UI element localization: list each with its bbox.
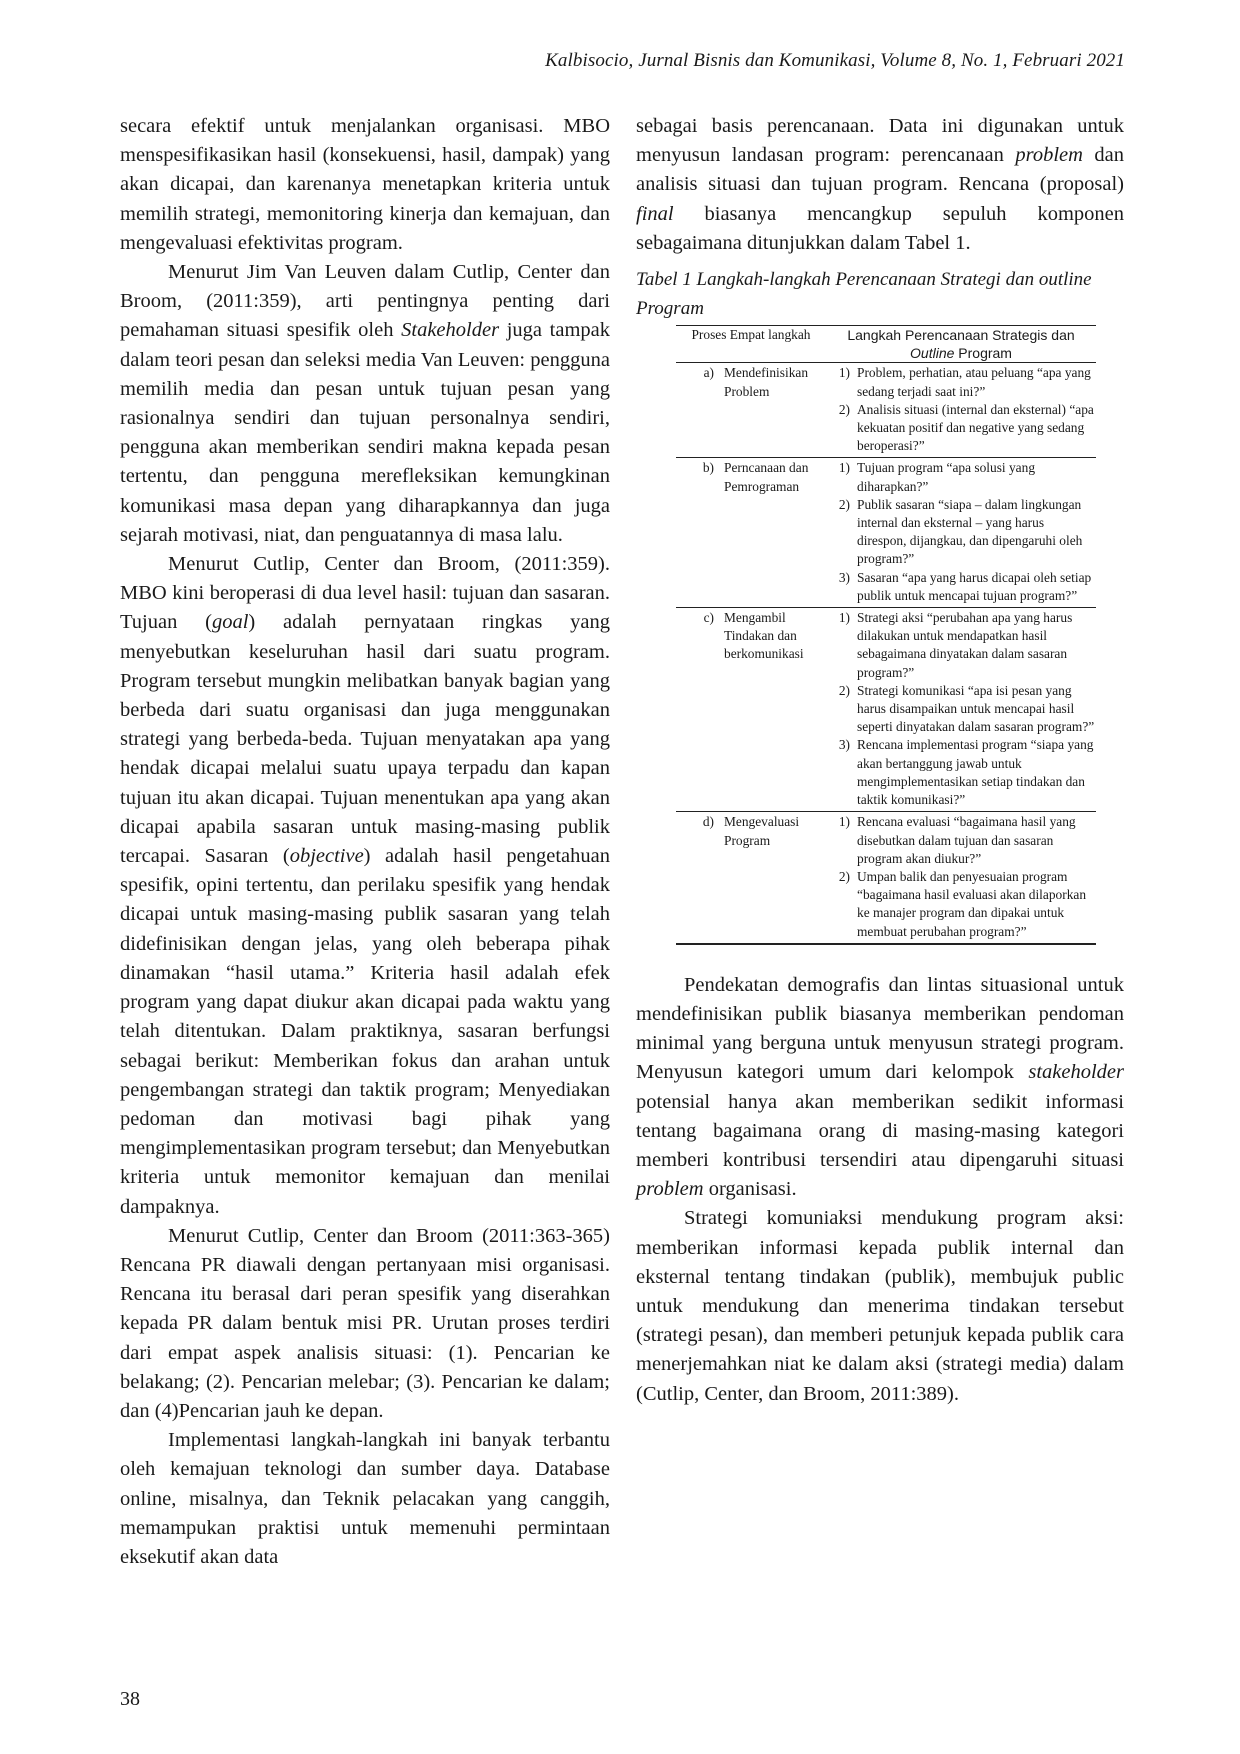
step-item [826, 401, 1096, 456]
step-item [826, 736, 1096, 809]
process-cell [676, 812, 826, 944]
step-number: 2) [838, 868, 850, 884]
step-text: Rencana implementasi program “siapa yang akan bertanggung jawab untuk mengimplementasikan setiap tindakan dan taktik komunikasi?” [857, 737, 1094, 808]
planning-table [676, 325, 1096, 945]
column-header-process: Proses Empat langkah [691, 327, 811, 343]
steps-cell [826, 458, 1096, 608]
step-number: 2) [838, 401, 850, 417]
paragraph: Implementasi langkah-langkah ini banyak terbantu oleh kemajuan teknologi dan sumber daya. Database online, misalnya, dan Teknik pelacakan yang canggih, memampukan praktisi untuk memenuhi permintaan eksekutif akan data [120, 1429, 610, 1568]
left-column [120, 112, 610, 1572]
right-column [636, 112, 1124, 1409]
process-cell [676, 458, 826, 608]
step-text: Umpan balik dan penyesuaian program “bagaimana hasil evaluasi akan dilaporkan ke manajer program dan dipakai untuk membuat perubahan program?” [857, 868, 1087, 939]
process-letter: c) [703, 610, 714, 626]
step-item [826, 569, 1096, 605]
steps-cell [826, 608, 1096, 812]
step-text: Problem, perhatian, atau peluang “apa yang sedang terjadi saat ini?” [857, 365, 1091, 399]
paragraph: Menurut Cutlip, Center dan Broom (2011:363-365) Rencana PR diawali dengan pertanyaan misi organisasi. Rencana itu berasal dari peran spesifik yang diserahkan kepada PR dalam bentuk misi PR. Urutan proses terdiri dari empat aspek analisis situasi: (1). Pencarian ke belakang; (2). Pencarian melebar; (3). Pencarian ke dalam; dan (4)Pencarian jauh ke depan. [120, 1224, 610, 1422]
step-text: Strategi komunikasi “apa isi pesan yang harus disampaikan untuk mencapai hasil seperti dinyatakan dalam sasaran program?” [857, 682, 1095, 735]
step-item [826, 813, 1096, 868]
table-row [676, 363, 1096, 458]
step-item [826, 496, 1096, 569]
step-text: Sasaran “apa yang harus dicapai oleh setiap publik untuk mencapai tujuan program?” [857, 569, 1092, 603]
table-caption: Tabel 1 Langkah-langkah Perencanaan Strategi dan outline Program [636, 269, 1092, 320]
step-item [826, 459, 1096, 495]
process-cell [676, 608, 826, 812]
step-number: 1) [838, 365, 850, 381]
column-header-steps: Langkah Perencanaan Strategis dan Outline Program [847, 327, 1075, 362]
step-text: Strategi aksi “perubahan apa yang harus dilakukan untuk mendapatkan hasil sebagaimana dinyatakan dalam sasaran program?” [857, 610, 1073, 680]
process-name: Mendefinisikan Problem [724, 365, 809, 399]
process-cell [676, 363, 826, 458]
step-number: 2) [838, 496, 850, 512]
step-text: Rencana evaluasi “bagaimana hasil yang disebutkan dalam tujuan dan sasaran program akan diukur?” [857, 814, 1076, 866]
steps-cell [826, 812, 1096, 944]
process-name: Mengevaluasi Program [724, 814, 800, 848]
step-item [826, 609, 1096, 682]
step-text: Publik sasaran “siapa – dalam lingkungan internal dan eksternal – yang harus direspon, dijangkau, dan dipengaruhi oleh program?” [857, 496, 1083, 567]
paragraph: Menurut Jim Van Leuven dalam Cutlip, Center dan Broom, (2011:359), arti pentingnya penting dari pemahaman situasi spesifik oleh Stakeholder juga tampak dalam teori pesan dan seleksi media Van Leuven: pengguna memilih media dan pesan untuk tujuan pesan yang rasionalnya sendiri dan tujuan personalnya sendiri, pengguna akan memberikan sendiri makna kepada pesan tertentu, dan pengguna merefleksikan kemungkinan komunikasi masa depan yang diharapkannya dan juga sejarah motivasi, niat, dan penguatannya di masa lalu. [120, 261, 610, 546]
step-text: Tujuan program “apa solusi yang diharapkan?” [857, 460, 1036, 494]
paragraph: Menurut Cutlip, Center dan Broom, (2011:359). MBO kini beroperasi di dua level hasil: tujuan dan sasaran. Tujuan (goal) adalah pernyataan ringkas yang menyebutkan keseluruhan hasil dari suatu program. Program tersebut mungkin melibatkan banyak bagian yang berbeda dari suatu organisasi dan juga menggunakan strategi yang berbeda-beda. Tujuan menyatakan apa yang hendak dicapai melalui suatu upaya terpadu dan kapan tujuan itu akan dicapai. Tujuan menentukan apa yang akan dicapai apabila sasaran untuk masing-masing publik tercapai. Sasaran (objective) adalah hasil pengetahuan spesifik, opini tertentu, dan perilaku spesifik yang hendak dicapai untuk masing-masing publik sasaran yang telah didefinisikan dengan jelas, yang oleh beberapa pihak dinamakan “hasil utama.” Kriteria hasil adalah efek program yang dapat diukur akan dicapai pada waktu yang telah ditentukan. Dalam praktiknya, sasaran berfungsi sebagai berikut: Memberikan fokus dan arahan untuk pengembangan strategi dan taktik program; Menyediakan pedoman dan motivasi bagi pihak yang mengimplementasikan program tersebut; dan Menyebutkan kriteria untuk memonitor kemajuan dan menilai dampaknya. [120, 553, 610, 1218]
running-header: Kalbisocio, Jurnal Bisnis dan Komunikasi, Volume 8, No. 1, Februari 2021 [545, 50, 1125, 71]
process-letter: d) [702, 814, 714, 830]
step-number: 3) [838, 569, 850, 585]
table-header-row [676, 326, 1096, 363]
process-name: Perncanaan dan Pemrograman [724, 460, 809, 494]
step-number: 1) [838, 610, 850, 626]
step-number: 1) [838, 814, 850, 830]
table-body [676, 363, 1096, 944]
step-text: Analisis situasi (internal dan eksternal) “apa kekuatan positif dan negative yang sedang beroperasi?” [857, 401, 1094, 454]
step-number: 2) [838, 682, 850, 698]
step-item [826, 868, 1096, 941]
steps-cell [826, 363, 1096, 458]
step-item [826, 364, 1096, 400]
table-row [676, 608, 1096, 812]
process-name: Mengambil Tindakan dan berkomunikasi [724, 610, 804, 662]
paragraph: sebagai basis perencanaan. Data ini digunakan untuk menyusun landasan program: perencanaan problem dan analisis situasi dan tujuan program. Rencana (proposal) final biasanya mencangkup sepuluh komponen sebagaimana ditunjukkan dalam Tabel 1. [636, 115, 1124, 254]
table-row [676, 458, 1096, 608]
process-letter: a) [703, 365, 714, 381]
step-number: 1) [838, 460, 850, 476]
step-item [826, 682, 1096, 737]
table-row [676, 812, 1096, 944]
paragraph: secara efektif untuk menjalankan organisasi. MBO menspesifikasikan hasil (konsekuensi, hasil, dampak) yang akan dicapai, dan karenanya menetapkan kriteria untuk memilih strategi, memonitoring kinerja dan kemajuan, dan mengevaluasi efektivitas program. [120, 115, 610, 254]
paragraph: Pendekatan demografis dan lintas situasional untuk mendefinisikan publik biasanya memberikan pendoman minimal yang berguna untuk menyusun strategi program. Menyusun kategori umum dari kelompok stakeholder potensial hanya akan memberikan sedikit informasi tentang bagaimana orang di masing-masing kategori memberi kontribusi tersendiri atau dipengaruhi situasi problem organisasi. [636, 973, 1124, 1201]
process-letter: b) [702, 460, 714, 476]
page-number: 38 [120, 1688, 140, 1710]
step-number: 3) [838, 737, 850, 753]
paragraph: Strategi komuniaksi mendukung program aksi: memberikan informasi kepada publik internal dan eksternal tentang tindakan (publik), membujuk public untuk mendukung dan menerima tindakan tersebut (strategi pesan), dan memberi petunjuk kepada publik cara menerjemahkan niat ke dalam aksi (strategi media) dalam (Cutlip, Center, dan Broom, 2011:389). [636, 1207, 1124, 1405]
